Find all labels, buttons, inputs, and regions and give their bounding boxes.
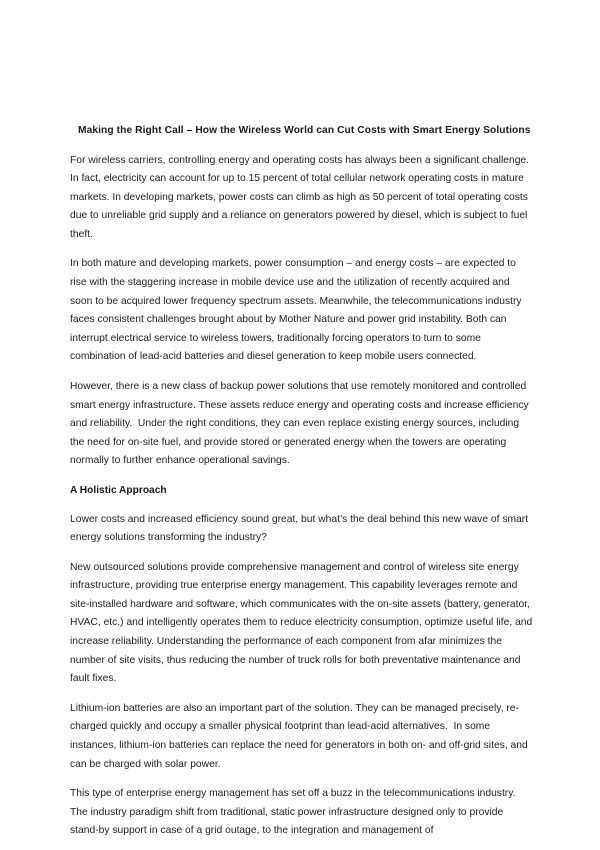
document-body: [70, 122, 534, 841]
paragraph: However, there is a new class of backup power solutions that use remotely monitored and controlled smart energy infrastructure. These assets reduce energy and operating costs and increase efficiency and reliability. Under the right conditions, they can even replace existing energy sources, including the need for on-site fuel, and provide stored or generated energy when the towers are operating normally to further enhance operational savings.: [70, 381, 532, 467]
paragraph: For wireless carriers, controlling energy and operating costs has always been a significant challenge. In fact, electricity can account for up to 15 percent of total cellular network operating costs in mature markets. In developing markets, power costs can climb as high as 50 percent of total operating costs due to unreliable grid supply and a reliance on generators powered by diesel, which is subject to fuel theft.: [70, 154, 532, 240]
paragraph: New outsourced solutions provide comprehensive management and control of wireless site energy infrastructure, providing true enterprise energy management. This capability leverages remote and site-installed hardware and software, which communicates with the on-site assets (battery, generator, HVAC, etc.) and intelligently operates them to reduce electricity consumption, optimize useful life, and increase reliability. Understanding the performance of each component from afar minimizes the number of site visits, thus reducing the number of truck rolls for both preventative maintenance and fault fixes.: [70, 561, 536, 685]
paragraph: Lower costs and increased efficiency sound great, but what’s the deal behind this new wave of smart energy solutions transforming the industry?: [70, 513, 531, 544]
paragraph: In both mature and developing markets, power consumption – and energy costs – are expected to rise with the staggering increase in mobile device use and the utilization of recently acquired and soon to be acquired lower frequency spectrum assets. Meanwhile, the telecommunications industry faces consistent challenges brought about by Mother Nature and power grid instability. Both can interrupt electrical service to wireless towers, traditionally forcing operators to turn to some combination of lead-acid batteries and diesel generation to keep mobile users connected.: [70, 258, 525, 363]
section-heading-holistic-approach: A Holistic Approach: [70, 485, 167, 496]
document-title: Making the Right Call – How the Wireless World can Cut Costs with Smart Energy Solutions: [78, 125, 531, 136]
paragraph: Lithium-ion batteries are also an important part of the solution. They can be managed precisely, re-charged quickly and occupy a smaller physical footprint than lead-acid alternatives. In some instances, lithium-ion batteries can replace the need for generators in both on- and off-grid sites, and can be charged with solar power.: [70, 702, 531, 770]
paragraph: This type of enterprise energy management has set off a buzz in the telecommunications industry. The industry paradigm shift from traditional, static power infrastructure designed only to provide stand-by support in case of a grid outage, to the integration and management of: [70, 788, 519, 837]
